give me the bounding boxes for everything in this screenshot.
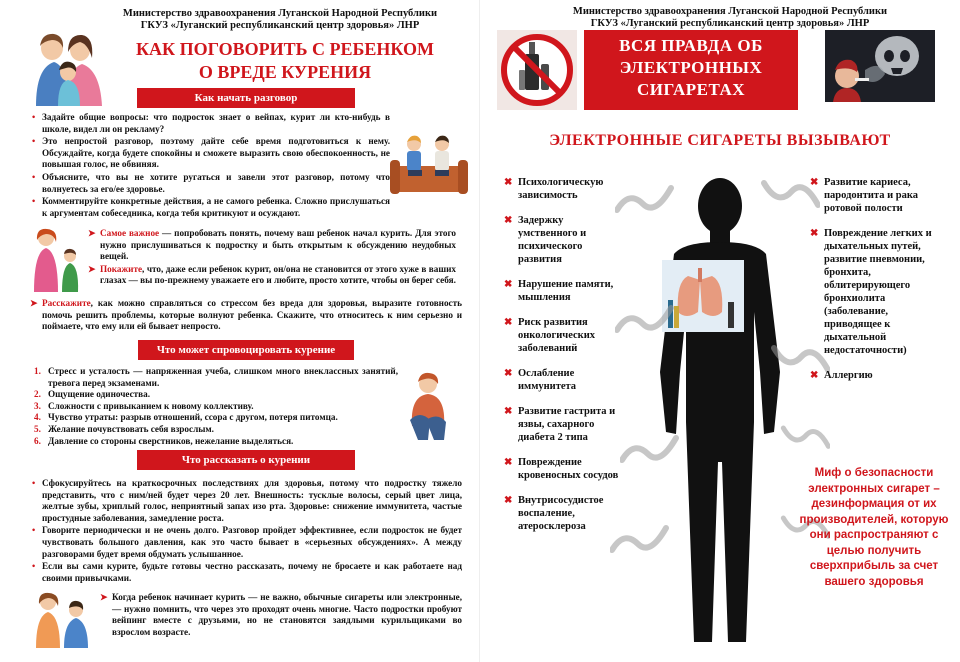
parent-child-talk-illustration (30, 588, 96, 648)
smoke-wisp-icon (615, 300, 675, 340)
main-title-box (584, 30, 798, 110)
ministry-name: Министерство здравоохранения Луганской Народной Республики (572, 6, 888, 17)
title-line-2: ЭЛЕКТРОННЫХ (619, 58, 763, 77)
list-item: • Это непростой разговор, поэтому дайте себе время подготовиться к нему. Обсуждайте, когда будете спокойны и сможете выразить свою обеспокоенность, не повышая голос, не обвиняя. (30, 136, 390, 171)
ministry-name: Министерство здравоохранения Луганской Народной Республики (122, 8, 438, 19)
smoking-skull-illustration (825, 30, 935, 102)
list-item: 3. Сложности с привыканием к новому коллективу. (34, 400, 254, 411)
list-item: • Комментируйте конкретные действия, а не самого ребенка. Сложно прислушаться к аргументам собеседника, когда тебя критикуют и осуждают. (30, 196, 390, 219)
list-item: • Задайте общие вопросы: что подросток знает о вейпах, курит ли кто-нибудь в школе, видел ли он рекламу? (30, 112, 390, 135)
list-item: • Если вы сами курите, будьте готовы честно рассказать, почему не бросаете и как работаете над своими привычками. (30, 561, 462, 584)
list-item: 5. Желание почувствовать себя взрослым. (34, 423, 214, 434)
tell-note: ➤ Расскажите, как можно справляться со стрессом без вреда для здоровья, выразите готовность помочь решить проблемы, которые волнуют ребенка. Скажите, что относитесь к ним серьезно и поймаете, что ему или ей бывает непросто. (30, 298, 462, 332)
list-item: ✖ Психологическую зависимость (504, 177, 604, 201)
smoke-wisp-icon (620, 430, 680, 470)
myth-statement: Миф о безопасности электронных сигарет – дезинформация от их производителей, которую они распространяют с целью получить сверхприбыль за счет вашего здоровья (799, 467, 949, 588)
center-name: ГКУЗ «Луганский республиканский центр здоровья» ЛНР (140, 20, 420, 31)
list-item: 4. Чувство утраты: разрыв отношений, ссора с другом, потеря питомца. (34, 412, 338, 423)
list-item: ✖ Ослабление иммунитета (504, 368, 577, 392)
subtitle: ЭЛЕКТРОННЫЕ СИГАРЕТЫ ВЫЗЫВАЮТ (549, 132, 891, 149)
effects-list-left (504, 176, 624, 545)
list-item: 6. Давление со стороны сверстников, нежелание выделяться. (34, 435, 294, 446)
list-item: • Говорите периодически и не очень долго. Разговор пройдет эффективнее, если подросток не будет чувствовать большого давления, как это часто бывает в «серьезных обсуждениях». А между разговорами будет время обдумать услышанное. (30, 525, 462, 560)
smoke-wisp-icon (780, 420, 830, 456)
triggers-list (34, 366, 398, 447)
human-silhouette (650, 172, 790, 650)
center-name: ГКУЗ «Луганский республиканский центр здоровья» ЛНР (590, 18, 870, 29)
list-item: 1. Стресс и усталость — напряженная учеба, слишком много внеклассных занятий, тревога перед экзаменами. (34, 366, 398, 388)
list-item: ✖ Задержку умственного и психического развития (504, 215, 587, 265)
section-what-to-tell: Что рассказать о курении (137, 450, 355, 470)
list-item: • Объясните, что вы не хотите ругаться и завели этот разговор, потому что волнуетесь за его/ее здоровье. (30, 172, 390, 195)
important-note: ➤ Самое важное — попробовать понять, почему ваш ребенок начал курить. Для этого нужно прислушиваться к подростку и быть открытым к обсуждению неудобных вещей. (88, 228, 456, 262)
list-item: ✖ Развитие гастрита и язвы, сахарного диабета 2 типа (504, 406, 616, 443)
title-line-1: ВСЯ ПРАВДА ОБ (619, 36, 763, 55)
list-item: ✖ Риск развития онкологических заболеваний (504, 317, 596, 354)
effects-list-right (810, 176, 940, 394)
no-vape-icon (497, 30, 577, 110)
list-item: ✖ Повреждение легких и дыхательных путей, развитие пневмонии, бронхита, облитерирующего бронхиолита (заболевание, приводящее к дыхательной недостаточности) (810, 228, 932, 356)
mother-child-illustration (30, 226, 86, 292)
tell-list (30, 478, 462, 585)
final-note: ➤ Когда ребенок начинает курить — не важно, обычные сигареты или электронные, — нужно помнить, что через это проходят очень многие. Часто подростки пробуют вейпинг вместе с друзьями, но не становятся заядлыми курильщиками во взрослом возрасте. (100, 592, 462, 637)
section-triggers: Что может спровоцировать курение (138, 340, 354, 360)
section1-list (30, 112, 390, 220)
list-item: ✖ Нарушение памяти, мышления (504, 279, 614, 303)
smoke-wisp-icon (615, 180, 675, 220)
list-item: ✖ Развитие кариеса, пародонтита и рака ротовой полости (810, 177, 918, 214)
title-line-3: СИГАРЕТАХ (636, 80, 745, 99)
list-item: • Сфокусируйтесь на краткосрочных последствиях для здоровья, потому что подростку тяжело представить, что с ним/ней будет через 20 лет. Внешность: тусклые волосы, серый цвет лица, желтые зубы, хриплый голос, неприятный запах изо рта. Здоровье: снижение иммунитета, частые простудные заболевания, замедление роста. (30, 478, 462, 524)
list-item: 2. Ощущение одиночества. (34, 389, 151, 400)
right-leaflet-page (480, 0, 960, 662)
title-line-1: КАК ПОГОВОРИТЬ С РЕБЕНКОМ (135, 39, 435, 59)
teens-on-couch-illustration (390, 130, 468, 198)
list-item: ✖ Повреждение кровеносных сосудов (504, 457, 619, 481)
section-how-to-start: Как начать разговор (137, 88, 355, 108)
sad-teen-illustration (400, 370, 458, 442)
family-hug-illustration (30, 28, 112, 106)
list-item: ✖ Аллергию (810, 370, 873, 381)
show-note: ➤ Покажите, что, даже если ребенок курит, он/она не становится от этого хуже в ваших глазах — вы по-прежнему уважаете его и любите, просто хотите, чтобы он берег себя. (88, 263, 456, 286)
title-line-2: О ВРЕДЕ КУРЕНИЯ (198, 62, 372, 82)
list-item: ✖ Внутрисосудистое воспаление, атеросклероза (504, 495, 604, 532)
